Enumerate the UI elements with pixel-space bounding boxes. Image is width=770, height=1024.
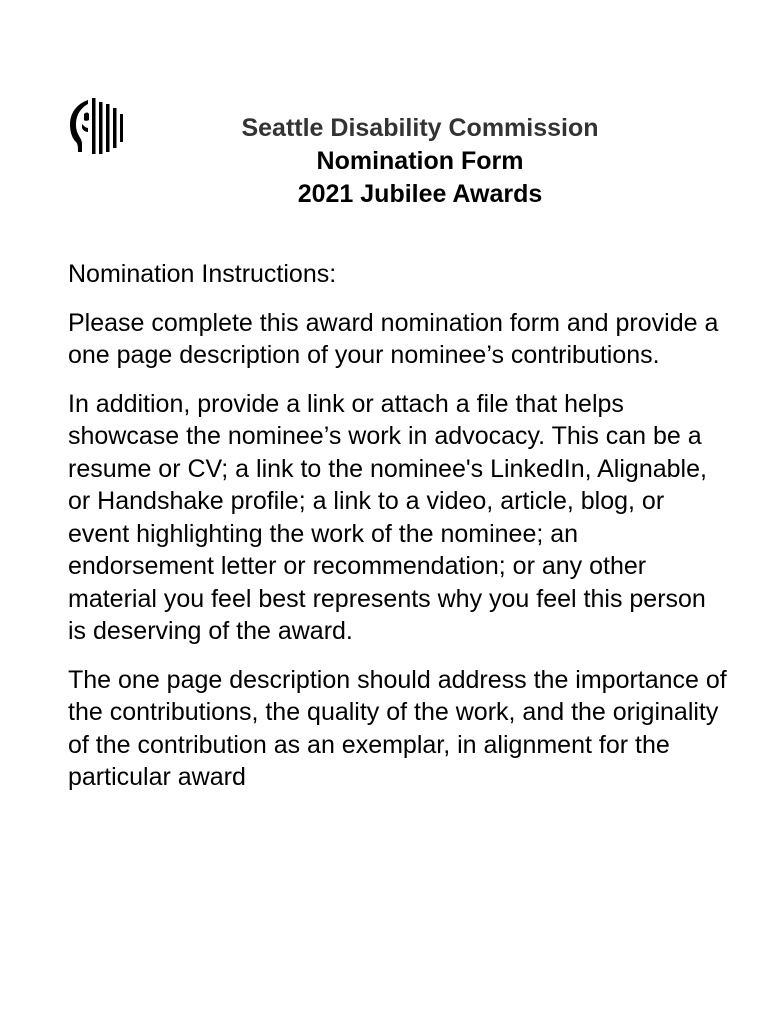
seal-graphic xyxy=(66,94,130,158)
instructions-heading: Nomination Instructions: xyxy=(68,260,337,288)
instructions-paragraph-1: Please complete this award nomination form and provide a one page description of your nominee’s contributions. xyxy=(68,308,719,369)
instructions-paragraph-2: In addition, provide a link or attach a file that helps showcase the nominee’s work in advocacy. This can be a resume or CV; a link to the nominee's LinkedIn, Alignable, or Handshake profile; a link to a video, article, blog, or event highlighting the work of the nominee; an endorsement letter or recommendation; or any other material you feel best represents why you feel this person is deserving of the award. xyxy=(68,389,707,645)
instructions-paragraph-3: The one page description should address the importance of the contributions, the quality of the work, and the originality of the contribution as an exemplar, in alignment for the particular award xyxy=(68,665,727,791)
form-title: Nomination Form xyxy=(316,147,524,175)
organization-name: Seattle Disability Commission xyxy=(241,114,599,142)
award-title: 2021 Jubilee Awards xyxy=(297,180,543,208)
instructions-section xyxy=(68,258,728,810)
seattle-city-seal-icon xyxy=(66,94,130,158)
form-header xyxy=(130,112,710,211)
